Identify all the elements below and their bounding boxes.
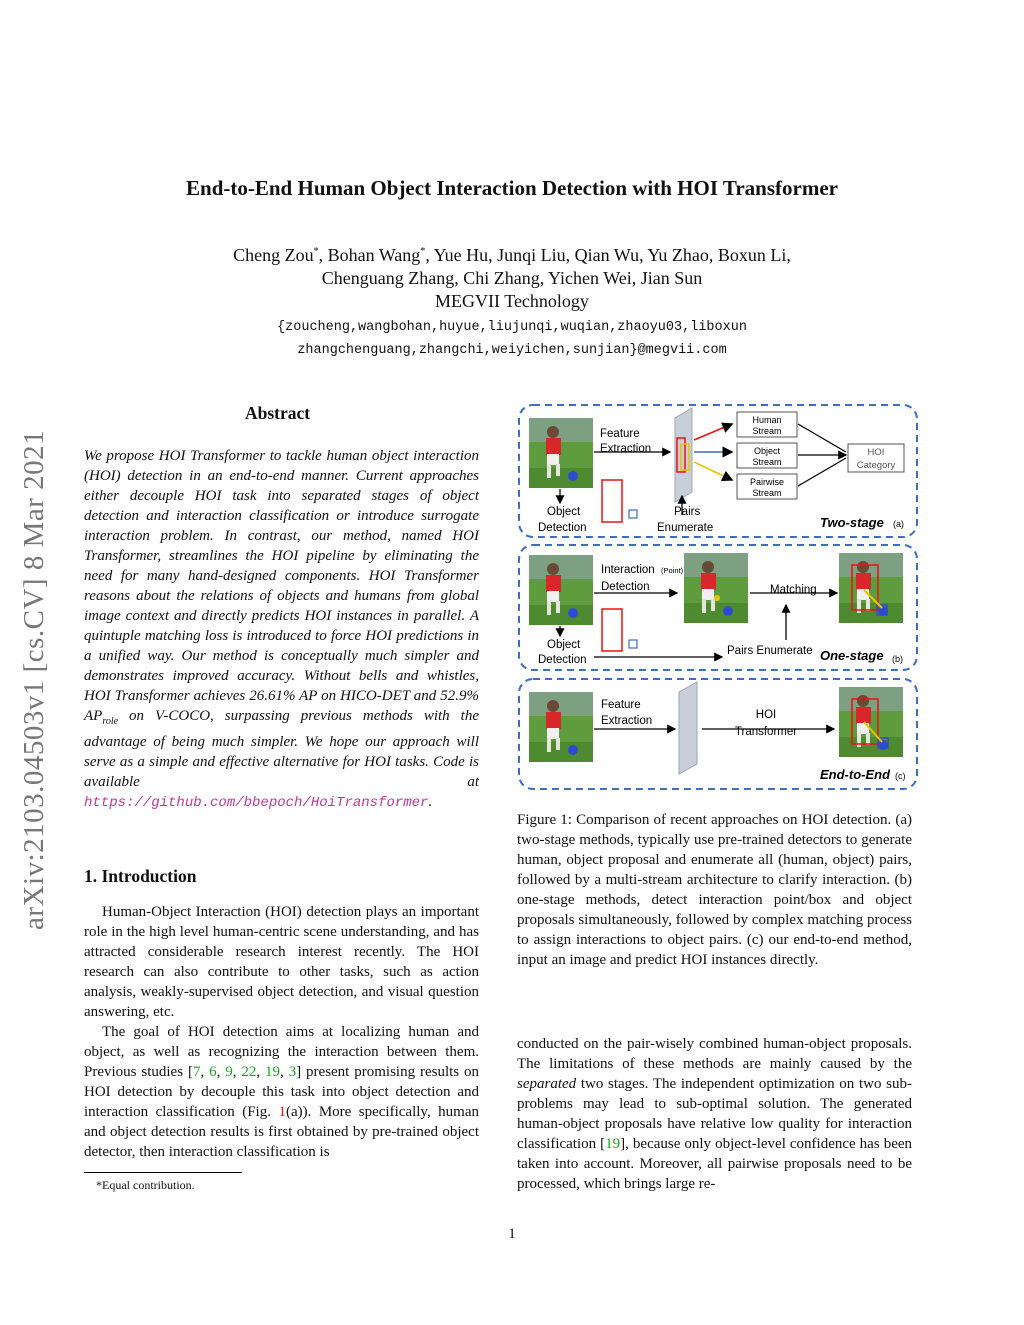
paper-title: End-to-End Human Object Interaction Detection with HOI Transformer [186,176,838,200]
abstract-heading: Abstract [245,403,311,423]
arxiv-stamp: arXiv:2103.04503v1 [cs.CV] 8 Mar 2021 [18,429,50,930]
abstract-body: We propose HOI Transformer to tackle human object interaction (HOI) detection in an end-to-end manner. Current approaches either decouple HOI task into separated stages of object detection and interaction classification or introduce surrogate interaction problem. In contrast, our method, named HOI Transformer, streamlines the HOI pipeline by eliminating the need for many hand-designed components. HOI Transformer reasons about the relations of objects and humans from global image context and directly predicts HOI instances in parallel. A quintuple matching loss is introduced to force HOI predictions in a unified way. Our method is conceptually much simpler and demonstrates improved accuracy. Without bells and whistles, HOI Transformer achieves 26.61% AP on HICO-DET and 52.9% $AP_{role}$ on V-COCO, surpassing previous methods with the advantage of being much simpler. We hope our approach will serve as a simple and effective alternative for HOI tasks. Code is available at https://github.com/bbepoch/HoiTransformer. [84,448,479,811]
introduction-heading: 1. Introduction [84,866,197,886]
author-line-2: Chenguang Zhang, Chi Zhang, Yichen Wei, Jian Sun [321,268,703,288]
intro-paragraph-1: Human-Object Interaction (HOI) detection plays an important role in the high level human-centric scene understanding, and has attracted considerable research interest recently. The HOI research can also contribute to other tasks, such as action analysis, weakly-supervised object detection, and visual question answering, etc. [84,904,479,1020]
label-pairs-a: Pairs [674,506,701,518]
svg-text:Human: Human [752,415,782,425]
author-block [0,240,1024,313]
email-block [0,316,1024,362]
introduction-body [84,902,479,1162]
figure-1-diagram [512,400,924,795]
label-feature-a: Feature [600,428,640,440]
label-interaction-b: Interaction [601,564,655,576]
footnote: *Equal contribution. [96,1178,195,1192]
footnote-rule [84,1172,242,1173]
label-detection-a: Detection [538,522,587,534]
citation[interactable]: 6 [209,1064,217,1080]
label-extraction-a: Extraction [600,443,652,455]
human-proposal-box [602,480,622,522]
input-image-a [529,418,593,488]
feature-map-c [679,682,697,774]
label-object-b: Object [547,639,581,651]
citation[interactable]: 22 [241,1064,257,1080]
citation[interactable]: 9 [225,1064,233,1080]
object-proposal-box-b [629,640,637,648]
label-matching: Matching [770,584,817,596]
human-proposal-box-b [602,609,622,651]
svg-text:Stream: Stream [752,488,782,498]
label-pairs-enumerate-b: Pairs Enumerate [727,645,813,657]
right-column-body: conducted on the pair-wisely combined human-object proposals. The limitations of these methods are mainly caused by the separated two stages. The independent optimization on two sub-problems may lead to sub-optimal solution. The generated human-object proposals have relative low quality for interaction classification [19], because only object-level confidence has been taken into account. Moreover, all pairwise proposals need to be processed, which brings large re- [517,1036,913,1192]
label-one-stage: One-stage [820,648,884,663]
input-image-b [529,555,593,625]
label-two-stage: Two-stage [820,515,884,530]
figure-reference[interactable]: 1 [278,1104,286,1120]
output-image-c [839,687,903,757]
email-line-1: {zoucheng,wangbohan,huyue,liujunqi,wuqian,zhaoyu03,liboxun [277,320,747,335]
citation[interactable]: 19 [605,1136,621,1152]
label-feature-c: Feature [601,699,641,711]
figure-1-caption: Figure 1: Comparison of recent approaches on HOI detection. (a) two-stage methods, typically use pre-trained detectors to generate human, object proposal and enumerate all (human, object) pairs, followed by a multi-stream architecture to clarify interaction. (b) one-stage methods, detect interaction point/box and object proposals simultaneously, followed by complex matching process to assign interactions to object pairs. (c) our end-to-end method, input an image and predict HOI instances directly. [517,812,912,968]
label-enumerate-a: Enumerate [657,522,714,534]
svg-text:Stream: Stream [752,457,782,467]
label-extraction-c: Extraction [601,715,653,727]
label-end-to-end: End-to-End [820,767,891,782]
code-link[interactable]: https://github.com/bbepoch/HoiTransformer [84,795,429,811]
label-object-a: Object [547,506,581,518]
object-proposal-box [629,510,637,518]
svg-text:Category: Category [856,460,896,471]
label-detection-b: Detection [538,654,587,666]
page-number: 1 [508,1226,516,1242]
svg-text:(Point): (Point) [661,566,684,575]
label-hoi-c: HOI [755,709,777,721]
svg-text:Pairwise: Pairwise [749,477,785,487]
intro-paragraph-2: The goal of HOI detection aims at localizing human and object, as well as recognizing the interaction between them. Previous studies [7, 6, 9, 22, 19, 3] present promising results on HOI detection by decouple this task into object detection and interaction classification (Fig. 1(a)). More specifically, human and object detection results is first obtained by pre-trained object detector, then interaction classification is [84,1024,480,1160]
svg-text:(a): (a) [893,519,904,529]
svg-text:Object: Object [753,446,781,456]
email-line-2: zhangchenguang,zhangchi,weiyichen,sunjian}@megvii.com [297,343,727,358]
citation[interactable]: 7 [192,1064,201,1080]
svg-text:(c): (c) [895,771,906,781]
label-detection-point-b: Detection [601,581,650,593]
label-transformer-c: Transformer [734,726,798,738]
input-image-c [529,692,593,762]
author-line-1: Cheng Zou*, Bohan Wang*, Yue Hu, Junqi Liu, Qian Wu, Yu Zhao, Boxun Li, [233,245,791,265]
output-image-b [839,553,903,623]
svg-text:(b): (b) [892,654,903,664]
interaction-point-image [684,553,748,623]
affiliation: MEGVII Technology [435,291,589,311]
citation[interactable]: 19 [265,1064,281,1080]
svg-text:HOI: HOI [867,447,885,458]
svg-text:Stream: Stream [752,426,782,436]
citation[interactable]: 3 [288,1064,297,1080]
